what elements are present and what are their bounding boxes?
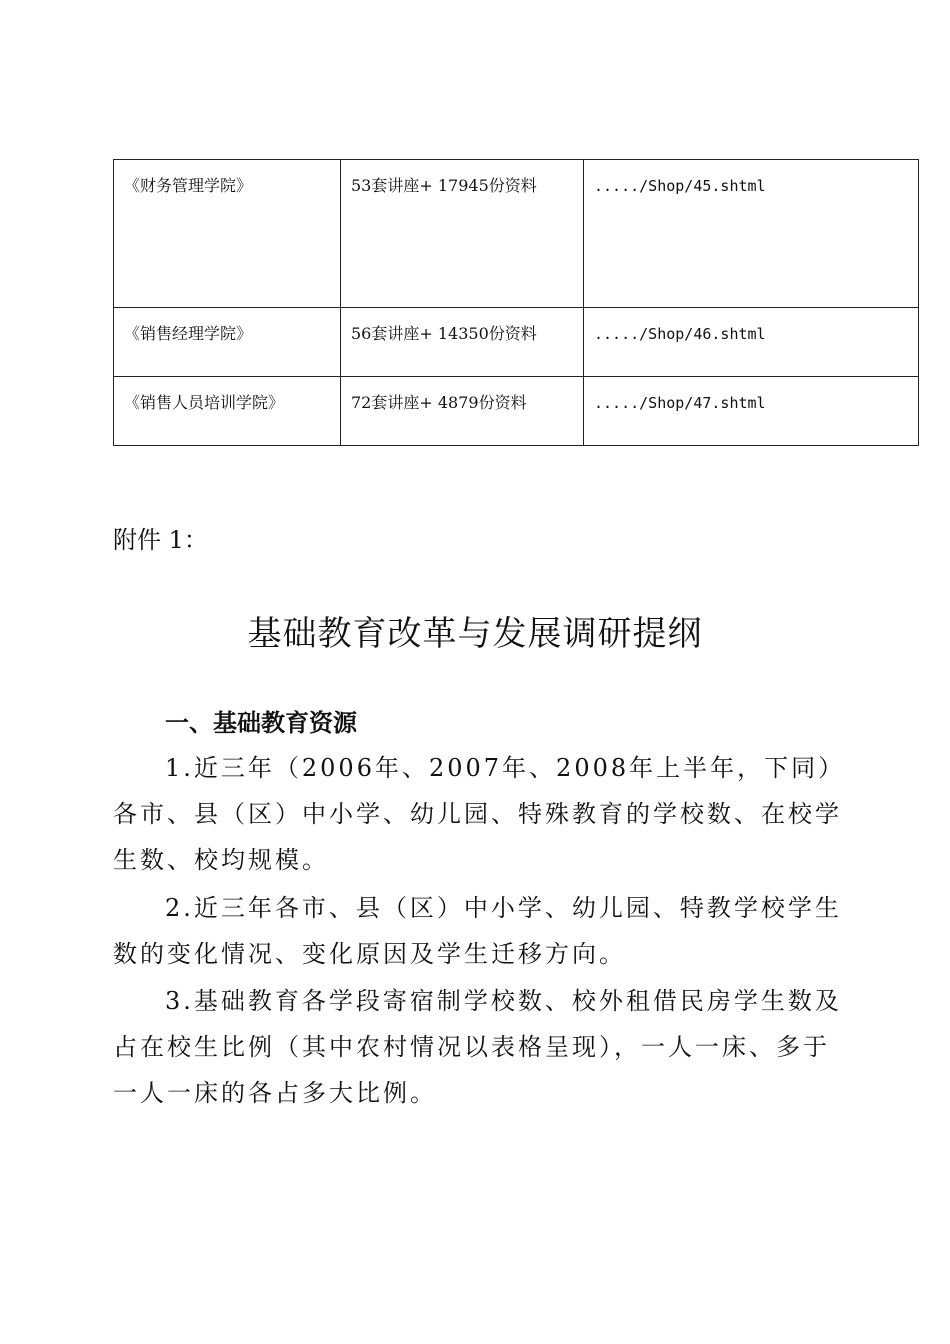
table-cell-name: 《财务管理学院》 — [114, 160, 341, 308]
table-cell-name: 《销售人员培训学院》 — [114, 377, 341, 446]
table-row — [114, 308, 919, 377]
table-cell-content: 56套讲座+ 14350份资料 — [341, 308, 584, 377]
section-heading: 一、基础教育资源 — [165, 709, 357, 737]
outline-item: 2.近三年各市、县（区）中小学、幼儿园、特教学校学生数的变化情况、变化原因及学生迁移方向。 — [113, 894, 842, 968]
attachment-label: 附件 1： — [113, 526, 208, 554]
table-cell-link[interactable]: ...../Shop/47.shtml — [584, 377, 919, 446]
document-title: 基础教育改革与发展调研提纲 — [247, 614, 703, 654]
table-cell-content: 53套讲座+ 17945份资料 — [341, 160, 584, 308]
table-cell-link[interactable]: ...../Shop/46.shtml — [584, 308, 919, 377]
table-cell-content: 72套讲座+ 4879份资料 — [341, 377, 584, 446]
table-cell-name: 《销售经理学院》 — [114, 308, 341, 377]
table-row — [114, 377, 919, 446]
outline-item: 3.基础教育各学段寄宿制学校数、校外租借民房学生数及占在校生比例（其中农村情况以表格呈现），一人一床、多于一人一床的各占多大比例。 — [113, 987, 842, 1107]
table-cell-link[interactable]: ...../Shop/45.shtml — [584, 160, 919, 308]
outline-item: 1.近三年（2006年、2007年、2008年上半年，下同）各市、县（区）中小学、幼儿园、特殊教育的学校数、在校学生数、校均规模。 — [113, 754, 842, 874]
table-row — [114, 160, 919, 308]
resource-table — [113, 159, 919, 446]
